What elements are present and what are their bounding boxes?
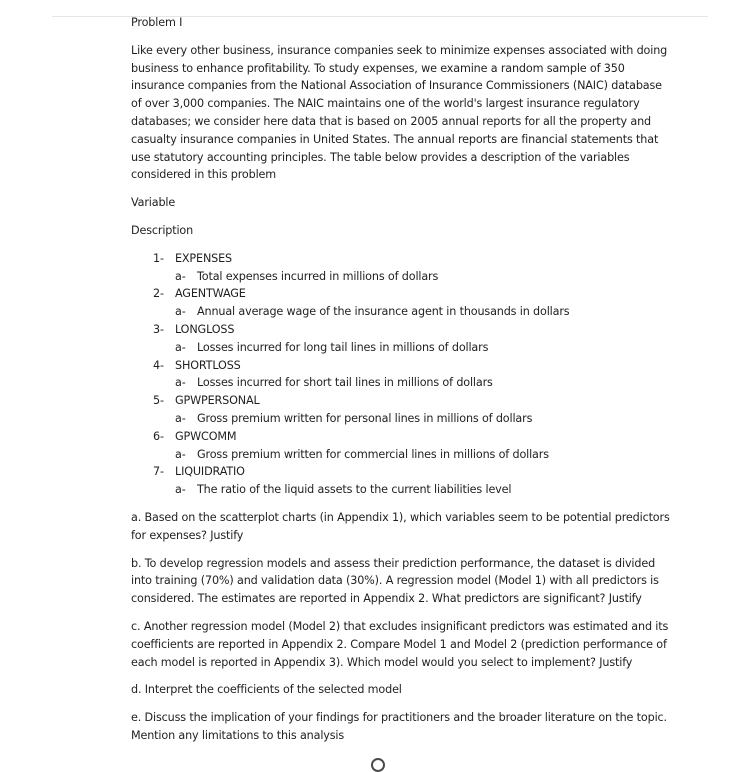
question-d: d. Interpret the coefficients of the selected model <box>131 683 402 697</box>
problem-heading: Problem I <box>131 16 183 29</box>
variable-item <box>131 392 671 428</box>
variable-item <box>131 428 671 464</box>
variable-number: 5- <box>153 394 164 408</box>
variable-number: 7- <box>153 465 164 479</box>
variable-name: AGENTWAGE <box>175 287 246 301</box>
variable-letter: a- <box>175 340 186 354</box>
variable-item <box>131 285 671 321</box>
variable-number: 4- <box>153 358 164 372</box>
variable-item <box>131 321 671 357</box>
variable-letter: a- <box>175 411 186 425</box>
variable-letter: a- <box>175 376 186 390</box>
question-a: a. Based on the scatterplot charts (in Appendix 1), which variables seem to be potential predictors for expenses? Justify <box>131 510 670 542</box>
variable-list <box>131 250 671 499</box>
variable-number: 2- <box>153 287 164 301</box>
variable-name: SHORTLOSS <box>175 358 241 372</box>
variable-letter: a- <box>175 269 186 283</box>
intro-paragraph: Like every other business, insurance companies seek to minimize expenses associated with doing business to enhance profitability. To study expenses, we examine a random sample of 350 insurance companies from the National Association of Insurance Commissioners (NAIC) database of over 3,000 companies. The NAIC maintains one of the world's largest insurance regulatory databases; we consider here data that is based on 2005 annual reports for all the property and casualty insurance companies in United States. The annual reports are financial statements that use statutory accounting principles. The table below provides a description of the variables considered in this problem <box>131 43 668 182</box>
variable-number: 3- <box>153 322 164 336</box>
description-label: Description <box>131 223 194 237</box>
variable-description: Total expenses incurred in millions of dollars <box>197 269 439 283</box>
variable-description: Annual average wage of the insurance agent in thousands in dollars <box>197 305 570 319</box>
variable-label: Variable <box>131 196 176 210</box>
variable-item <box>131 463 671 499</box>
variable-letter: a- <box>175 305 186 319</box>
variable-description: Gross premium written for commercial lines in millions of dollars <box>197 447 549 461</box>
question-e: e. Discuss the implication of your findings for practitioners and the broader literature on the topic. Mention any limitations to this analysis <box>131 711 667 742</box>
variable-letter: a- <box>175 483 186 497</box>
variable-name: EXPENSES <box>175 251 232 265</box>
variable-letter: a- <box>175 447 186 461</box>
question-c: c. Another regression model (Model 2) that excludes insignificant predictors was estimated and its coefficients are reported in Appendix 2. Compare Model 1 and Model 2 (prediction performance of each model is reported in Appendix 3). Which model would you select to implement? Justify <box>131 619 669 669</box>
variable-name: GPWPERSONAL <box>175 394 260 408</box>
variable-description: The ratio of the liquid assets to the current liabilities level <box>197 483 512 497</box>
variable-name: LONGLOSS <box>175 322 235 336</box>
variable-number: 1- <box>153 251 164 265</box>
variable-description: Losses incurred for short tail lines in millions of dollars <box>197 376 493 390</box>
variable-description: Losses incurred for long tail lines in millions of dollars <box>197 340 489 354</box>
question-b: b. To develop regression models and assess their prediction performance, the dataset is divided into training (70%) and validation data (30%). A regression model (Model 1) with all predictors is considered. The estimates are reported in Appendix 2. What predictors are significant? Justify <box>131 556 659 606</box>
variable-item <box>131 357 671 393</box>
variable-number: 6- <box>153 429 164 443</box>
variable-item <box>131 250 671 286</box>
variable-name: GPWCOMM <box>175 429 237 443</box>
variable-description: Gross premium written for personal lines in millions of dollars <box>197 411 533 425</box>
document-page <box>131 14 671 755</box>
variable-name: LIQUIDRATIO <box>175 465 245 479</box>
